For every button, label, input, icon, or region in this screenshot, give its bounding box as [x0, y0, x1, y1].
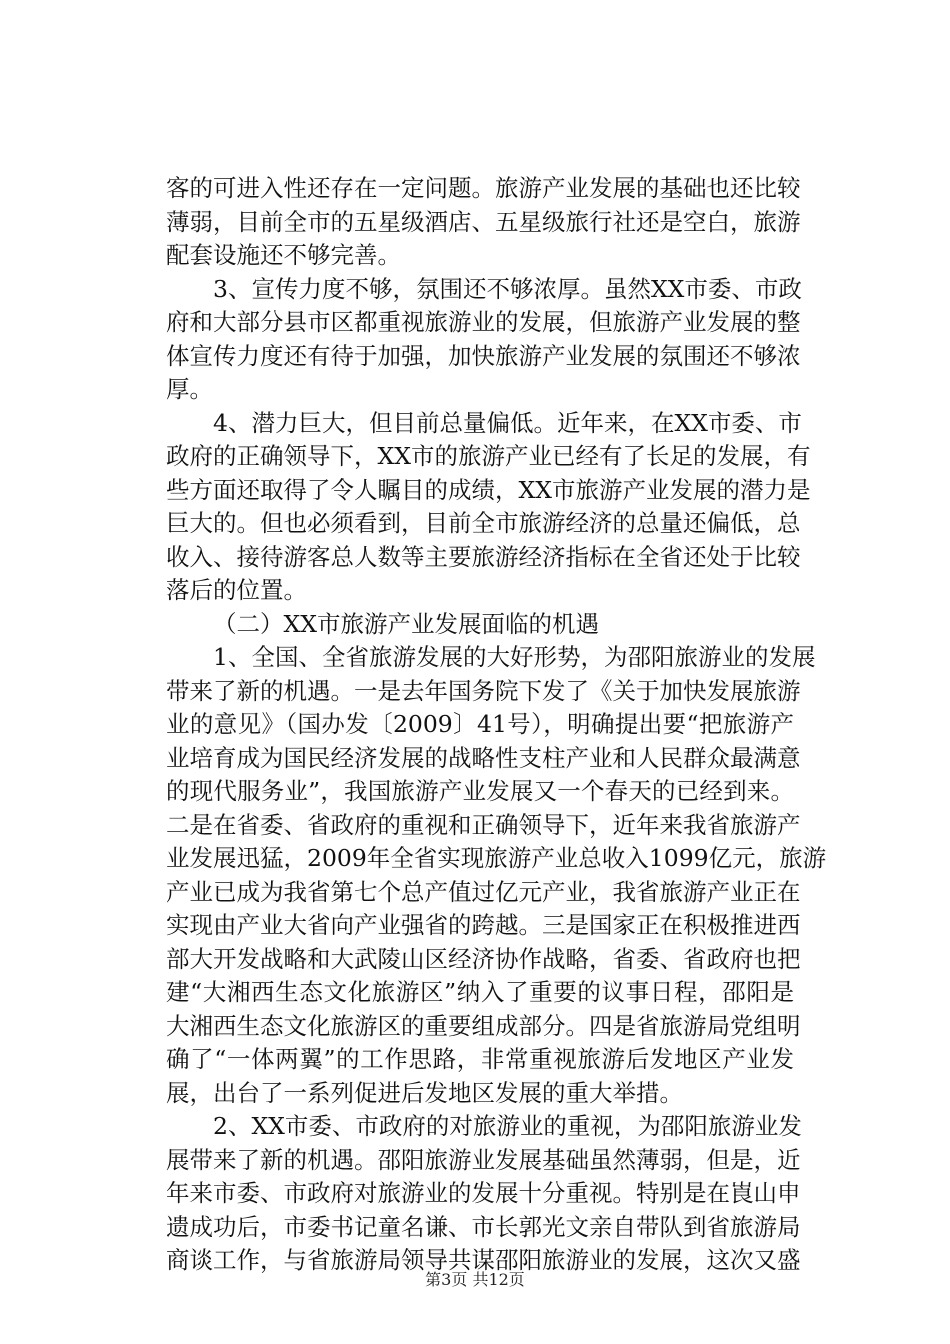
text-line: 收入、接待游客总人数等主要旅游经济指标在全省还处于比较 [166, 542, 801, 571]
text-line: 业发展迅猛，2009年全省实现旅游产业总收入1099亿元，旅游 [166, 844, 827, 872]
text-line: 建“大湘西生态文化旅游区”纳入了重要的议事日程，邵阳是 [166, 978, 794, 1006]
text-line: 4、潜力巨大，但目前总量偏低。近年来，在XX市委、市 [213, 408, 802, 437]
text-line: 政府的正确领导下，XX市的旅游产业已经有了长足的发展，有 [166, 442, 811, 470]
text-line: 厚。 [166, 375, 213, 403]
text-line: 1、全国、全省旅游发展的大好形势，为邵阳旅游业的发展 [213, 643, 816, 671]
text-line: 大湘西生态文化旅游区的重要组成部分。四是省旅游局党组明 [166, 1011, 801, 1040]
text-line: 客的可进入性还存在一定问题。旅游产业发展的基础也还比较 [166, 174, 801, 202]
text-line: 产业已成为我省第七个总产值过亿元产业，我省旅游产业正在 [166, 877, 801, 906]
text-line: 部大开发战略和大武陵山区经济协作战略，省委、省政府也把 [166, 944, 801, 973]
text-line: （二）XX市旅游产业发展面临的机遇 [213, 609, 599, 638]
text-line: 3、宣传力度不够，氛围还不够浓厚。虽然XX市委、市政 [213, 274, 802, 303]
body-text [166, 172, 827, 1278]
text-line: 体宣传力度还有待于加强，加快旅游产业发展的氛围还不够浓 [166, 341, 801, 370]
text-line: 些方面还取得了令人瞩目的成绩，XX市旅游产业发展的潜力是 [166, 475, 811, 504]
text-line: 展带来了新的机遇。邵阳旅游业发展基础虽然薄弱，但是，近 [166, 1145, 801, 1174]
text-line: 薄弱，目前全市的五星级酒店、五星级旅行社还是空白，旅游 [166, 207, 801, 236]
text-line: 展，出台了一系列促进后发地区发展的重大举措。 [166, 1078, 683, 1107]
text-line: 府和大部分县市区都重视旅游业的发展，但旅游产业发展的整 [166, 308, 801, 336]
text-line: 业培育成为国民经济发展的战略性支柱产业和人民群众最满意 [166, 743, 801, 772]
text-line: 遗成功后，市委书记童名谦、市长郭光文亲自带队到省旅游局 [166, 1212, 801, 1241]
page-footer: 第3页 共12页 [425, 1270, 525, 1289]
text-line: 带来了新的机遇。一是去年国务院下发了《关于加快发展旅游 [166, 676, 801, 705]
text-line: 的现代服务业”，我国旅游产业发展又一个春天的已经到来。 [166, 777, 794, 805]
text-line: 实现由产业大省向产业强省的跨越。三是国家正在积极推进西 [166, 911, 801, 939]
text-line: 2、XX市委、市政府的对旅游业的重视，为邵阳旅游业发 [213, 1112, 802, 1140]
text-line: 配套设施还不够完善。 [166, 241, 401, 269]
text-line: 确了“一体两翼”的工作思路，非常重视旅游后发地区产业发 [166, 1045, 794, 1073]
text-line: 落后的位置。 [166, 576, 307, 604]
text-line: 二是在省委、省政府的重视和正确领导下，近年来我省旅游产 [166, 810, 801, 839]
text-line: 业的意见》（国办发〔2009〕41号），明确提出要“把旅游产 [166, 710, 794, 738]
text-line: 巨大的。但也必须看到，目前全市旅游经济的总量还偏低，总 [166, 509, 801, 537]
text-line: 年来市委、市政府对旅游业的发展十分重视。特别是在崀山申 [166, 1179, 801, 1207]
text-line: 商谈工作，与省旅游局领导共谋邵阳旅游业的发展，这次又盛 [166, 1246, 801, 1274]
